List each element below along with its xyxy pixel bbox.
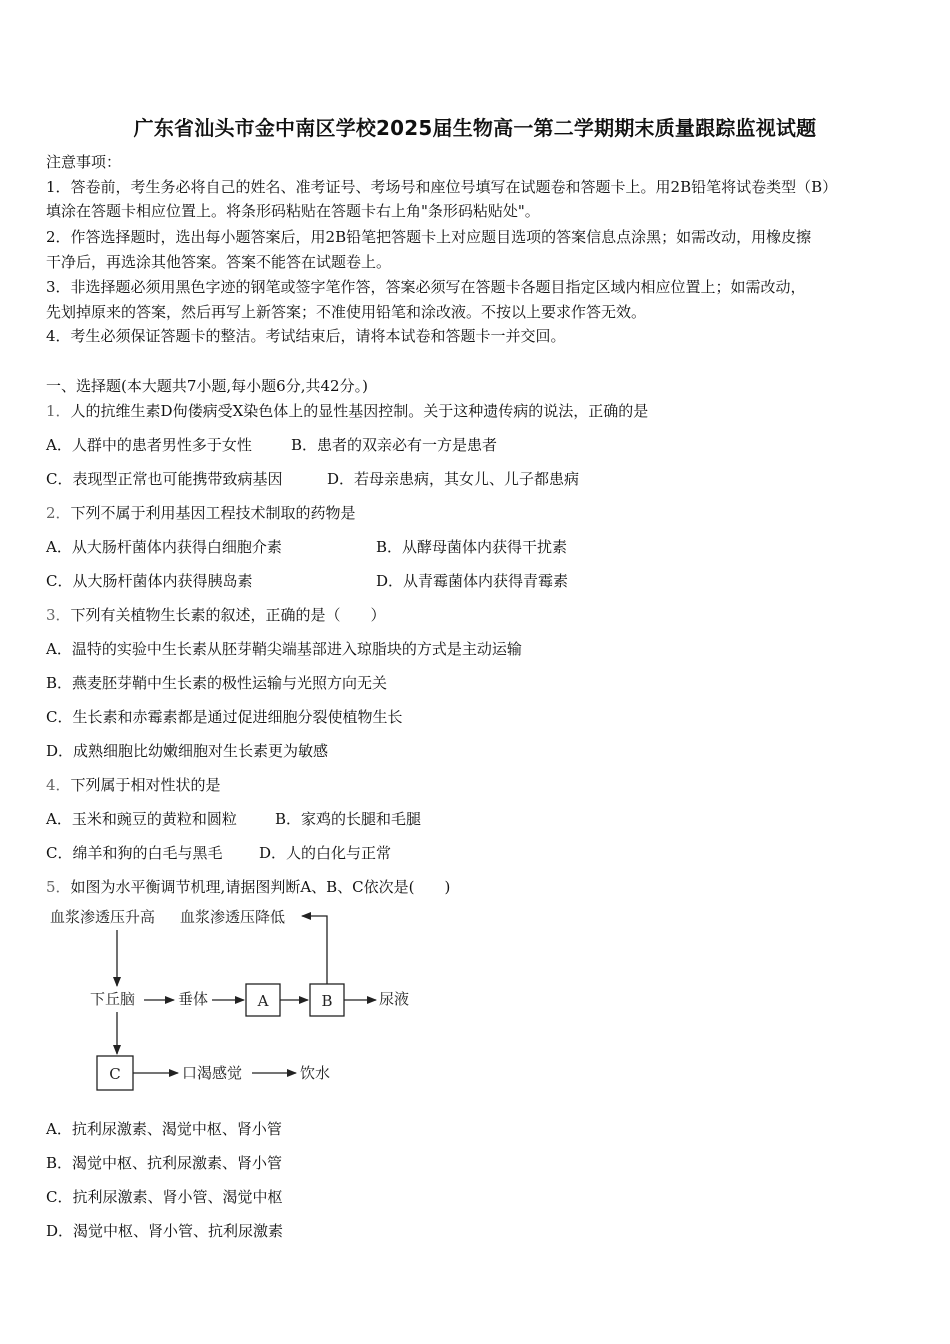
question-stem: 下列有关植物生长素的叙述，正确的是（ ） bbox=[70, 606, 386, 624]
option-a: A．温特的实验中生长素从胚芽鞘尖端基部进入琼脂块的方式是主动运输 bbox=[46, 640, 522, 658]
label-osmotic-fall: 血浆渗透压降低 bbox=[180, 908, 286, 926]
label-thirst: 口渴感觉 bbox=[182, 1064, 243, 1082]
option-b: B．家鸡的长腿和毛腿 bbox=[275, 810, 422, 828]
option-b: B．渴觉中枢、抗利尿激素、肾小管 bbox=[46, 1154, 283, 1172]
option-c: C．抗利尿激素、肾小管、渴觉中枢 bbox=[46, 1188, 283, 1206]
option-a: A．人群中的患者男性多于女性 bbox=[46, 436, 252, 454]
question-number: 2． bbox=[46, 504, 71, 522]
question-number: 1． bbox=[46, 402, 71, 420]
water-balance-diagram bbox=[40, 900, 440, 1100]
question-number: 4． bbox=[46, 776, 71, 794]
question-2 bbox=[46, 501, 356, 525]
notice-line: 填涂在答题卡相应位置上。将条形码粘贴在答题卡右上角"条形码粘贴处"。 bbox=[46, 202, 540, 220]
notice-line: 4．考生必须保证答题卡的整洁。考试结束后，请将本试卷和答题卡一并交回。 bbox=[46, 327, 566, 345]
question-4 bbox=[46, 773, 221, 797]
option-b: B．患者的双亲必有一方是患者 bbox=[291, 436, 498, 454]
notice-line: 干净后，再选涂其他答案。答案不能答在试题卷上。 bbox=[46, 253, 392, 271]
section-heading: 一、选择题(本大题共7小题,每小题6分,共42分。) bbox=[46, 377, 368, 395]
question-stem: 下列属于相对性状的是 bbox=[70, 776, 221, 794]
question-number: 3． bbox=[46, 606, 71, 624]
box-b-label: B bbox=[321, 992, 333, 1010]
label-pituitary: 垂体 bbox=[178, 990, 209, 1008]
label-urine: 尿液 bbox=[379, 990, 410, 1008]
notice-line: 2．作答选择题时，选出每小题答案后，用2B铅笔把答题卡上对应题目选项的答案信息点涂黑；如需改动，用橡皮擦 bbox=[46, 228, 812, 246]
label-hypothalamus: 下丘脑 bbox=[90, 990, 136, 1008]
arrow-b-to-osmotic-fall bbox=[302, 916, 327, 984]
option-b: B．从酵母菌体内获得干扰素 bbox=[376, 538, 568, 556]
option-c: C．生长素和赤霉素都是通过促进细胞分裂使植物生长 bbox=[46, 708, 403, 726]
option-c: C．表现型正常也可能携带致病基因 bbox=[46, 470, 283, 488]
box-c-label: C bbox=[109, 1065, 121, 1083]
option-d: D．从青霉菌体内获得青霉素 bbox=[376, 572, 569, 590]
option-a: A．从大肠杆菌体内获得白细胞介素 bbox=[46, 538, 282, 556]
box-a-label: A bbox=[257, 992, 269, 1010]
notice-line: 1．答卷前，考生务必将自己的姓名、准考证号、考场号和座位号填写在试题卷和答题卡上。用2B铅笔将试卷类型（B） bbox=[46, 178, 838, 196]
notice-line: 3．非选择题必须用黑色字迹的钢笔或签字笔作答，答案必须写在答题卡各题目指定区域内相应位置上；如需改动， bbox=[46, 278, 806, 296]
question-stem: 下列不属于利用基因工程技术制取的药物是 bbox=[70, 504, 356, 522]
question-1 bbox=[46, 399, 648, 423]
option-c: C．从大肠杆菌体内获得胰岛素 bbox=[46, 572, 253, 590]
label-drink: 饮水 bbox=[300, 1064, 331, 1082]
question-stem: 如图为水平衡调节机理,请据图判断A、B、C依次是( ) bbox=[70, 878, 451, 896]
notice-heading: 注意事项： bbox=[46, 153, 122, 171]
option-d: D．人的白化与正常 bbox=[259, 844, 392, 862]
question-3 bbox=[46, 603, 386, 627]
exam-title: 广东省汕头市金中南区学校2025届生物高一第二学期期末质量跟踪监视试题 bbox=[133, 116, 817, 140]
label-osmotic-rise: 血浆渗透压升高 bbox=[50, 908, 156, 926]
question-stem: 人的抗维生素D佝偻病受X染色体上的显性基因控制。关于这种遗传病的说法，正确的是 bbox=[70, 402, 649, 420]
option-d: D．渴觉中枢、肾小管、抗利尿激素 bbox=[46, 1222, 284, 1240]
question-5 bbox=[46, 875, 450, 899]
option-a: A．抗利尿激素、渴觉中枢、肾小管 bbox=[46, 1120, 282, 1138]
question-number: 5． bbox=[46, 878, 71, 896]
notice-line: 先划掉原来的答案，然后再写上新答案；不准使用铅笔和涂改液。不按以上要求作答无效。 bbox=[46, 303, 647, 321]
option-a: A．玉米和豌豆的黄粒和圆粒 bbox=[46, 810, 237, 828]
option-d: D．成熟细胞比幼嫩细胞对生长素更为敏感 bbox=[46, 742, 329, 760]
option-c: C．绵羊和狗的白毛与黑毛 bbox=[46, 844, 223, 862]
option-b: B．燕麦胚芽鞘中生长素的极性运输与光照方向无关 bbox=[46, 674, 388, 692]
option-d: D．若母亲患病，其女儿、儿子都患病 bbox=[327, 470, 580, 488]
